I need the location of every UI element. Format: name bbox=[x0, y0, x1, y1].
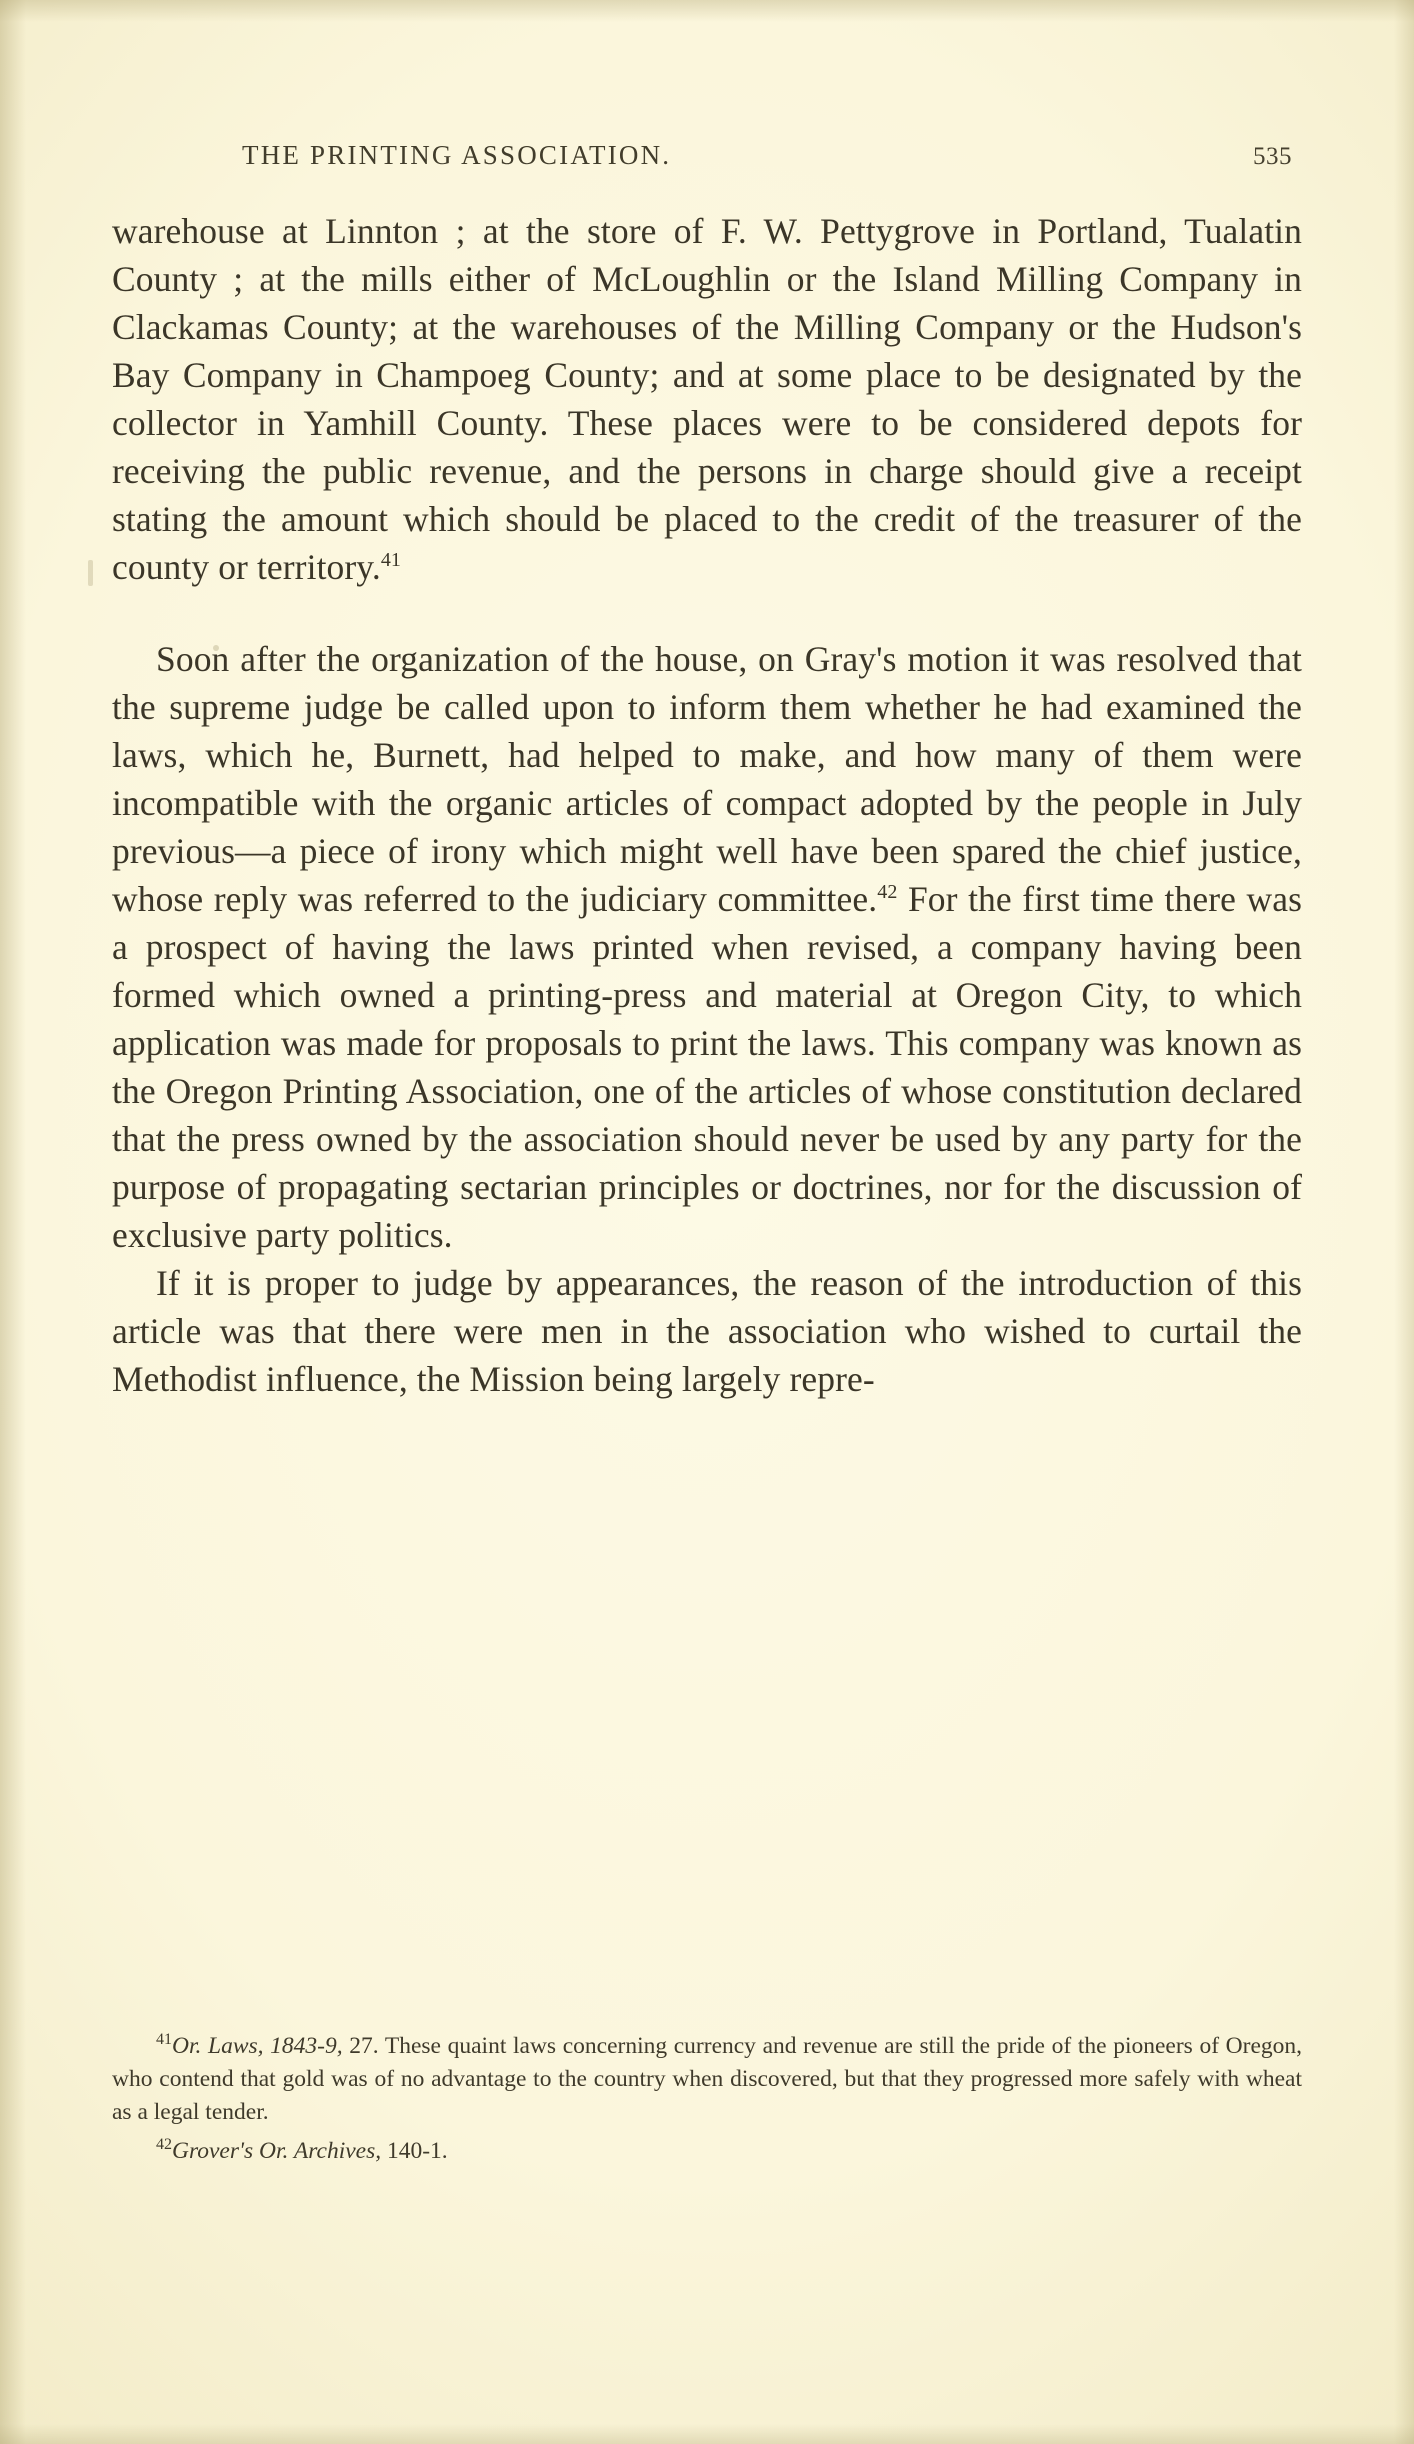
paragraph-2 bbox=[112, 635, 1302, 1259]
paragraph-1-text: warehouse at Linnton ; at the store of F. W. Pettygrove in Portland, Tualatin County ; at the mills either of McLoughlin or the Island Milling Company in Clackamas County; at the warehouses of the Milling Company or the Hudson's Bay Company in Champoeg County; and at some place to be designated by the collector in Yamhill County. These places were to be considered depots for receiving the public revenue, and the persons in charge should give a receipt stating the amount which should be placed to the credit of the treasurer of the county or territory. bbox=[112, 211, 1302, 587]
running-head-title: THE PRINTING ASSOCIATION. bbox=[242, 140, 672, 170]
footnote-42-text: 140-1. bbox=[381, 2138, 448, 2164]
footnote-42-marker: 42 bbox=[156, 2136, 172, 2154]
paragraph-3: If it is proper to judge by appearances, the reason of the introduction of this article was that there were men in the association who wished to curtail the Methodist influence, the Mission being largely repre- bbox=[112, 1263, 1302, 1399]
footnote-41-citation: Or. Laws, 1843-9, bbox=[172, 2033, 343, 2059]
footnote-42 bbox=[112, 2135, 1302, 2168]
paragraph-1 bbox=[112, 207, 1302, 591]
running-head bbox=[112, 140, 1302, 171]
footnote-41 bbox=[112, 2030, 1302, 2129]
footnote-42-citation: Grover's Or. Archives, bbox=[172, 2138, 382, 2164]
footnote-41-text: 27. These quaint laws concerning currency and revenue are still the pride of the pioneers of Oregon, who contend that gold was of no advantage to the country when discovered, but that they progressed more safely with wheat as a legal tender. bbox=[112, 2033, 1303, 2125]
footnotes-block bbox=[112, 2030, 1302, 2170]
paragraph-2-text-b: For the first time there was a prospect of having the laws printed when revised, a company having been formed which owned a printing-press and material at Oregon City, to which application was made for proposals to print the laws. This company was known as the Oregon Printing Association, one of the articles of whose constitution declared that the press owned by the association should never be used by any party for the purpose of propagating sectarian principles or doctrines, nor for the discussion of exclusive party politics. bbox=[112, 879, 1303, 1255]
text-block bbox=[112, 140, 1302, 1403]
paragraph-2-text-a: Soon after the organization of the house, on Gray's motion it was resolved that the supreme judge be called upon to inform them whether he had examined the laws, which he, Burnett, had helped to make, and how many of them were incompatible with the organic articles of compact adopted by the people in July previous—a piece of irony which might well have been spared the chief justice, whose reply was referred to the judiciary committee. bbox=[112, 639, 1302, 919]
page-number: 535 bbox=[1253, 143, 1292, 170]
footnote-ref-41[interactable]: 41 bbox=[380, 549, 402, 572]
footnote-ref-42[interactable]: 42 bbox=[877, 881, 898, 904]
footnote-41-marker: 41 bbox=[156, 2031, 172, 2049]
